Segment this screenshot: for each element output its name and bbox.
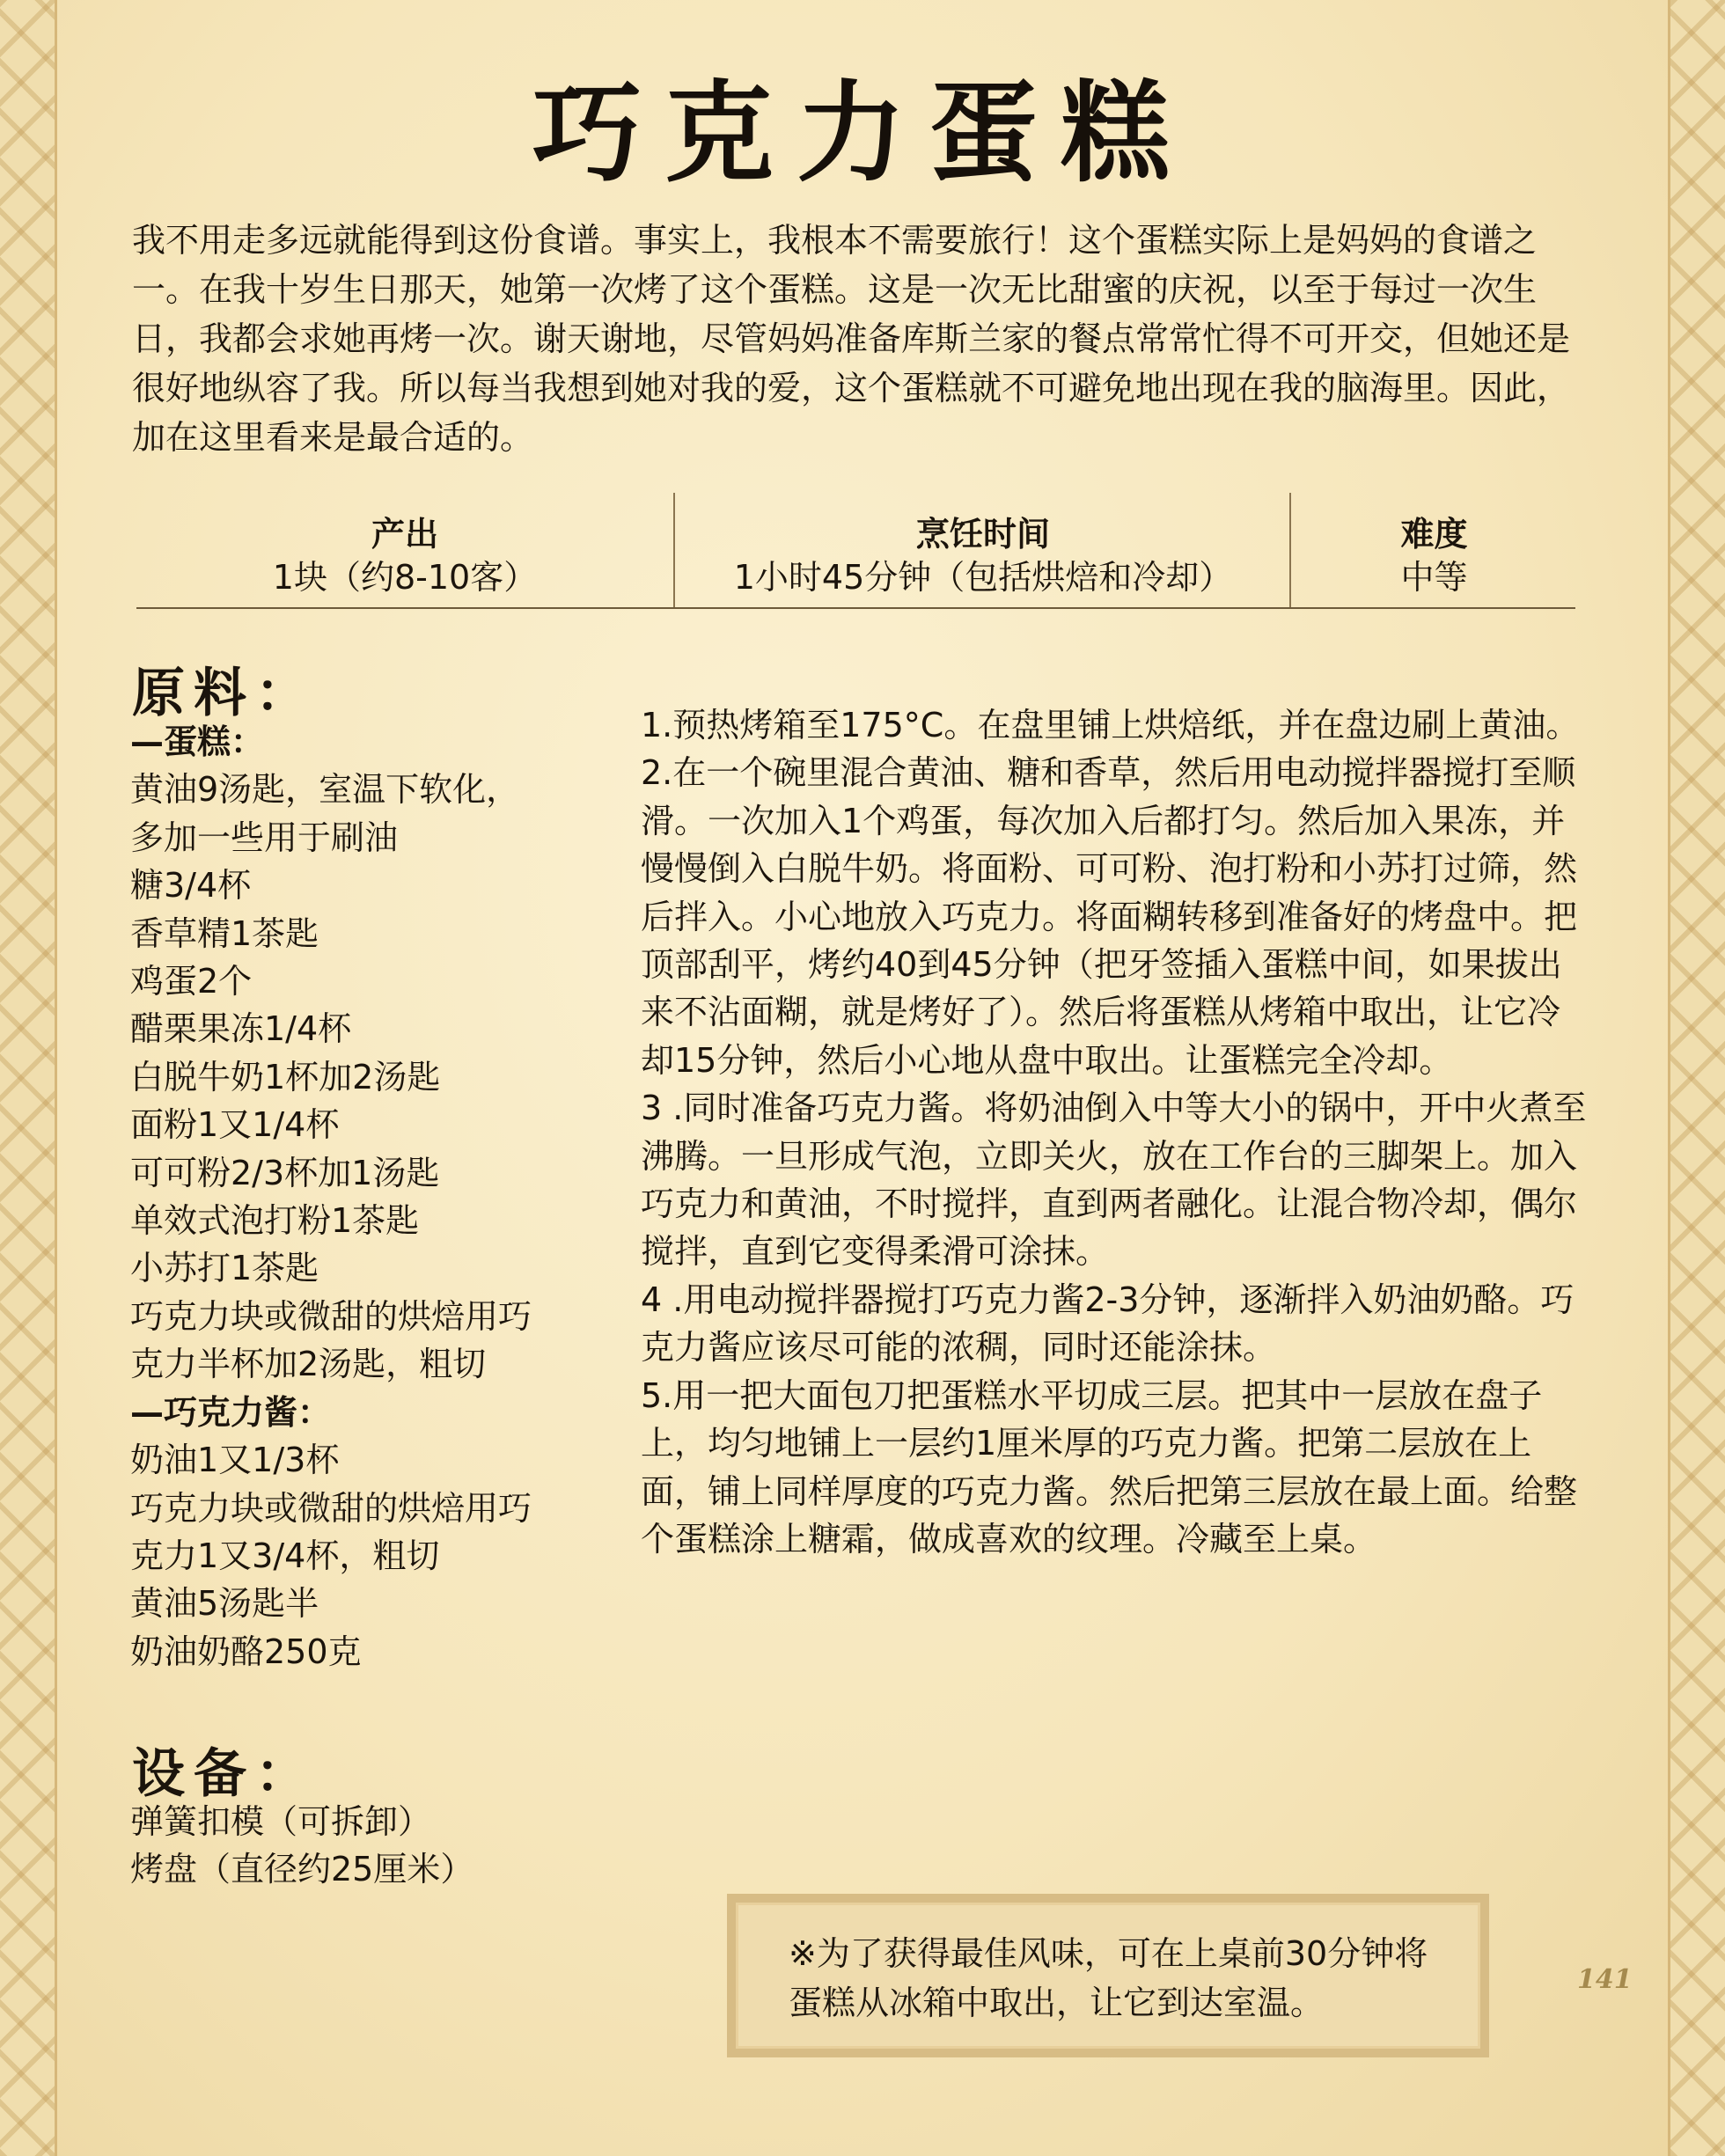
intro-paragraph: 我不用走多远就能得到这份食谱。事实上，我根本不需要旅行！这个蛋糕实际上是妈妈的食谱之一。在我十岁生日那天，她第一次烤了这个蛋糕。这是一次无比甜蜜的庆祝，以至于每过一次生日，我都会求她再烤一次。谢天谢地，尽管妈妈准备库斯兰家的餐点常常忙得不可开交，但她还是很好地纵容了我。所以每当我想到她对我的爱，这个蛋糕就不可避免地出现在我的脑海里。因此，加在这里看来是最合适的。 bbox=[132, 221, 1571, 457]
ingredient-subheading: —巧克力酱： bbox=[130, 1392, 332, 1432]
ingredients-heading: 原料： bbox=[132, 663, 317, 724]
ingredient-item: 奶油奶酪250克 bbox=[130, 1632, 362, 1671]
ingredient-item: 黄油5汤匙半 bbox=[130, 1584, 319, 1624]
page-number: 141 bbox=[1577, 1964, 1633, 1995]
stat-difficulty-value: 中等 bbox=[1400, 558, 1468, 597]
ingredient-item: 多加一些用于刷油 bbox=[130, 818, 399, 857]
ingredient-item: 香草精1茶匙 bbox=[130, 913, 319, 953]
ingredient-item: 巧克力块或微甜的烘焙用巧 bbox=[130, 1296, 532, 1336]
equipment-item: 烤盘（直径约25厘米） bbox=[130, 1850, 474, 1888]
ingredient-item: 黄油9汤匙，室温下软化， bbox=[130, 770, 520, 810]
recipe-stats bbox=[136, 493, 1575, 609]
ingredient-item: 糖3/4杯 bbox=[130, 866, 252, 906]
ingredient-item: 巧克力块或微甜的烘焙用巧 bbox=[130, 1488, 532, 1528]
ingredient-item: 醋栗果冻1/4杯 bbox=[130, 1009, 352, 1049]
ingredient-item: 克力1又3/4杯，粗切 bbox=[130, 1536, 440, 1575]
instruction-step: 1.预热烤箱至175°C。在盘里铺上烘焙纸，并在盘边刷上黄油。 bbox=[641, 706, 1580, 744]
ingredient-item: 可可粉2/3杯加1汤匙 bbox=[130, 1153, 440, 1192]
stat-time-value: 1小时45分钟（包括烘焙和冷却） bbox=[733, 558, 1233, 597]
left-ornamental-border bbox=[0, 0, 57, 2156]
ingredient-item: 鸡蛋2个 bbox=[130, 962, 253, 1001]
ingredient-item: 面粉1又1/4杯 bbox=[130, 1105, 340, 1145]
right-ornamental-border bbox=[1668, 0, 1725, 2156]
ingredient-item: 白脱牛奶1杯加2汤匙 bbox=[130, 1057, 441, 1096]
tip-box bbox=[727, 1894, 1489, 2057]
tip-text: ※为了获得最佳风味，可在上桌前30分钟将蛋糕从冰箱中取出，让它到达室温。 bbox=[789, 1934, 1428, 2022]
instructions bbox=[641, 701, 1593, 1563]
stat-yield bbox=[136, 493, 673, 607]
equipment-list bbox=[130, 1798, 623, 1893]
stat-difficulty bbox=[1289, 493, 1577, 607]
equipment-item: 弹簧扣模（可拆卸） bbox=[130, 1802, 432, 1841]
ingredient-item: 小苏打1茶匙 bbox=[130, 1249, 319, 1288]
instruction-step: 2.在一个碗里混合黄油、糖和香草，然后用电动搅拌器搅打至顺滑。一次加入1个鸡蛋，每次加入后都打匀。然后加入果冻，并慢慢倒入白脱牛奶。将面粉、可可粉、泡打粉和小苏打过筛，然后拌入。小心地放入巧克力。将面糊转移到准备好的烤盘中。把顶部刮平，烤约40到45分钟（把牙签插入蛋糕中间，如果拔出来不沾面糊，就是烤好了）。然后将蛋糕从烤箱中取出，让它冷却15分钟，然后小心地从盘中取出。让蛋糕完全冷却。 bbox=[641, 753, 1578, 1080]
stat-time-label: 烹饪时间 bbox=[915, 515, 1050, 554]
stat-yield-label: 产出 bbox=[371, 515, 438, 554]
stat-difficulty-label: 难度 bbox=[1400, 515, 1468, 554]
stat-time bbox=[673, 493, 1291, 607]
ingredient-item: 克力半杯加2汤匙，粗切 bbox=[130, 1345, 487, 1384]
ingredients-list bbox=[130, 718, 588, 1676]
instruction-step: 3 .同时准备巧克力酱。将奶油倒入中等大小的锅中，开中火煮至沸腾。一旦形成气泡，立即关火，放在工作台的三脚架上。加入巧克力和黄油，不时搅拌，直到两者融化。让混合物冷却，偶尔搅拌，直到它变得柔滑可涂抹。 bbox=[641, 1089, 1587, 1272]
ingredient-item: 奶油1又1/3杯 bbox=[130, 1441, 340, 1480]
instruction-step: 5.用一把大面包刀把蛋糕水平切成三层。把其中一层放在盘子上，均匀地铺上一层约1厘米厚的巧克力酱。把第二层放在上面，铺上同样厚度的巧克力酱。然后把第三层放在最上面。给整个蛋糕涂上糖霜，做成喜欢的纹理。冷藏至上桌。 bbox=[641, 1375, 1578, 1558]
ingredient-item: 单效式泡打粉1茶匙 bbox=[130, 1201, 420, 1241]
stat-yield-value: 1块（约8-10客） bbox=[272, 558, 538, 597]
ingredient-subheading: —蛋糕： bbox=[130, 722, 265, 761]
equipment-heading: 设备： bbox=[132, 1743, 317, 1805]
recipe-title: 巧克力蛋糕 bbox=[532, 70, 1193, 197]
instruction-step: 4 .用电动搅拌器搅打巧克力酱2-3分钟，逐渐拌入奶油奶酪。巧克力酱应该尽可能的浓稠，同时还能涂抹。 bbox=[641, 1280, 1575, 1368]
